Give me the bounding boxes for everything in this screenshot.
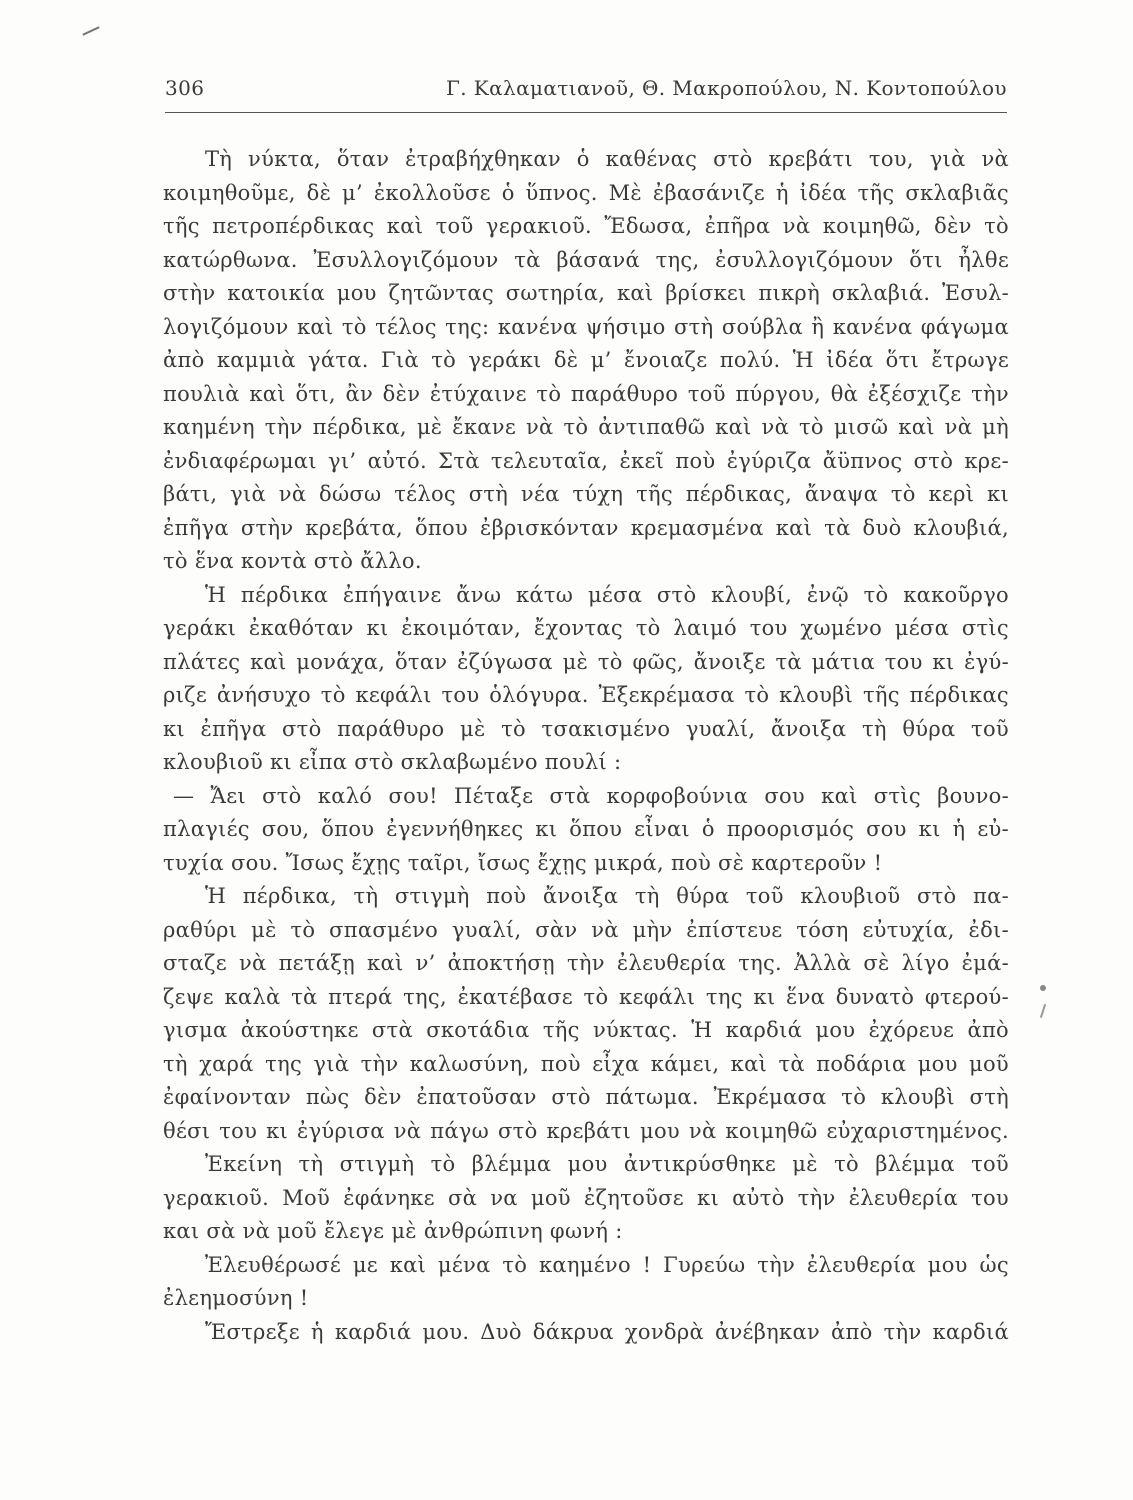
text-line: ἀπὸ καμμιὰ γάτα. Γιὰ τὸ γεράκι δὲ μ’ ἔνοιαζε πολύ. Ἡ ἰδέα ὅτι ἔτρωγε (163, 348, 1009, 372)
text-line: Ἐκείνη τὴ στιγμὴ τὸ βλέμμα μου ἀντικρύσθηκε μὲ τὸ βλέμμα τοῦ (205, 1152, 1009, 1176)
margin-mark (1040, 1004, 1046, 1018)
text-line: στὴν κατοικία μου ζητῶντας σωτηρία, καὶ βρίσκει πικρὴ σκλαβιά. Ἐσυλ- (163, 281, 1009, 305)
text-line: κι ἐπῆγα στὸ παράθυρο μὲ τὸ τσακισμένο γυαλί, ἄνοιξα τὴ θύρα τοῦ (163, 716, 1009, 741)
text-line: ἐλεημοσύνη ! (163, 1286, 309, 1310)
text-line: ραθύρι μὲ τὸ σπασμένο γυαλί, σὰν νὰ μὴν ἐπίστευε τόση εὐτυχία, ἐδι- (163, 917, 1009, 942)
text-line: ζεψε καλὰ τὰ πτερά της, ἐκατέβασε τὸ κεφάλι της κι ἕνα δυνατὸ φτερού- (163, 984, 1009, 1009)
text-line: κατώρθωνα. Ἐσυλλογιζόμουν τὰ βάσανά της, ἐσυλλογιζόμουν ὅτι ἦλθε (163, 247, 1009, 272)
text-line: Ἔστρεξε ἡ καρδιά μου. Δυὸ δάκρυα χονδρὰ ἀνέβηκαν ἀπὸ τὴν καρδιά (205, 1319, 1009, 1344)
text-line: Τὴ νύκτα, ὅταν ἐτραβήχθηκαν ὁ καθένας στὸ κρεβάτι του, γιὰ νὰ (205, 147, 1009, 171)
text-line: Ἡ πέρδικα, τὴ στιγμὴ ποὺ ἄνοιξα τὴ θύρα τοῦ κλουβιοῦ στὸ πα- (205, 884, 1009, 908)
text-line: καημένη τὴν πέρδικα, μὲ ἔκανε νὰ τὸ ἀντιπαθῶ καὶ νὰ τὸ μισῶ καὶ νὰ μὴ (163, 415, 1009, 439)
text-line: λογιζόμουν καὶ τὸ τέλος της: κανένα ψήσιμο στὴ σούβλα ἢ κανένα φάγωμα (163, 314, 1009, 339)
page-header (165, 76, 1007, 106)
body-text (163, 143, 1009, 1349)
text-line: — Ἄει στὸ καλό σου! Πέταξε στὰ κορφοβούνια σου καὶ στὶς βουνο- (173, 783, 1009, 808)
text-line: κοιμηθοῦμε, δὲ μ’ ἐκολλοῦσε ὁ ὕπνος. Μὲ ἐβασάνιζε ἡ ἰδέα τῆς σκλαβιᾶς (163, 180, 1009, 205)
text-line: τυχία σου. Ἴσως ἔχῃς ταῖρι, ἴσως ἔχῃς μικρά, ποὺ σὲ καρτεροῦν ! (163, 850, 883, 875)
margin-dot (1040, 985, 1046, 991)
running-head: Γ. Καλαματιανοῦ, Θ. Μακροπούλου, Ν. Κοντοπούλου (445, 76, 1007, 100)
pencil-mark (82, 26, 99, 35)
header-rule (165, 112, 1007, 113)
text-line: ριζε ἀνήσυχο τὸ κεφάλι του ὁλόγυρα. Ἐξεκρέμασα τὸ κλουβὶ τῆς πέρδικας (163, 683, 1009, 707)
page-number: 306 (165, 76, 205, 100)
text-line: πλάτες καὶ μονάχα, ὅταν ἐζύγωσα μὲ τὸ φῶς, ἄνοιξε τὰ μάτια του κι ἐγύ- (163, 649, 1009, 674)
text-line: ἐπῆγα στὴν κρεβάτα, ὅπου ἐβρισκόνταν κρεμασμένα καὶ τὰ δυὸ κλουβιά, (163, 515, 1009, 540)
text-line: πλαγιές σου, ὅπου ἐγεννήθηκες κι ὅπου εἶναι ὁ προορισμός σου κι ἡ εὐ- (163, 817, 1009, 841)
text-line: τῆς πετροπέρδικας καὶ τοῦ γερακιοῦ. Ἔδωσα, ἐπῆρα νὰ κοιμηθῶ, δὲν τὸ (163, 214, 1009, 238)
text-line: γερακιοῦ. Μοῦ ἐφάνηκε σὰ να μοῦ ἐζητοῦσε κι αὐτὸ τὴν ἐλευθερία του (163, 1185, 1009, 1210)
text-line: βάτι, γιὰ νὰ δώσω τέλος στὴ νέα τύχη τῆς πέρδικας, ἄναψα τὸ κερὶ κι (163, 482, 1009, 506)
text-line: ἐφαίνονταν πὼς δὲν ἐπατοῦσαν στὸ πάτωμα. Ἐκρέμασα τὸ κλουβὶ στὴ (163, 1085, 1009, 1109)
text-line: και σὰ νὰ μοῦ ἔλεγε μὲ ἀνθρώπινη φωνή : (163, 1219, 623, 1243)
text-line: ἐνδιαφέρωμαι γι’ αὐτό. Στὰ τελευταῖα, ἐκεῖ ποὺ ἐγύριζα ἄϋπνος στὸ κρε- (163, 448, 1009, 473)
text-line: θέσι του κι ἐγύρισα νὰ πάγω στὸ κρεβάτι μου νὰ κοιμηθῶ εὐχαριστημένος. (163, 1118, 1009, 1143)
text-line: γεράκι ἐκαθόταν κι ἐκοιμόταν, ἔχοντας τὸ λαιμό του χωμένο μέσα στὶς (163, 616, 1009, 640)
text-line: γισμα ἀκούστηκε στὰ σκοτάδια τῆς νύκτας. Ἡ καρδιά μου ἐχόρευε ἀπὸ (163, 1018, 1009, 1042)
text-line: πουλιὰ καὶ ὅτι, ἂν δὲν ἐτύχαινε τὸ παράθυρο τοῦ πύργου, θὰ ἐξέσχιζε τὴν (163, 381, 1009, 406)
text-line: Ἡ πέρδικα ἐπήγαινε ἄνω κάτω μέσα στὸ κλουβί, ἐνῷ τὸ κακοῦργο (205, 582, 1009, 607)
text-line: σταζε νὰ πετάξῃ καὶ ν’ ἀποκτήσῃ τὴν ἐλευθερία της. Ἀλλὰ σὲ λίγο ἐμά- (163, 951, 1009, 975)
text-line: Ἐλευθέρωσέ με καὶ μένα τὸ καημένο ! Γυρεύω τὴν ἐλευθερία μου ὡς (205, 1252, 1009, 1277)
text-line: τὸ ἕνα κοντὰ στὸ ἄλλο. (163, 549, 422, 573)
text-line: κλουβιοῦ κι εἶπα στὸ σκλαβωμένο πουλί : (163, 750, 622, 774)
text-line: τὴ χαρά της γιὰ τὴν καλωσύνη, ποὺ εἶχα κάμει, καὶ τὰ ποδάρια μου μοῦ (163, 1051, 1009, 1076)
